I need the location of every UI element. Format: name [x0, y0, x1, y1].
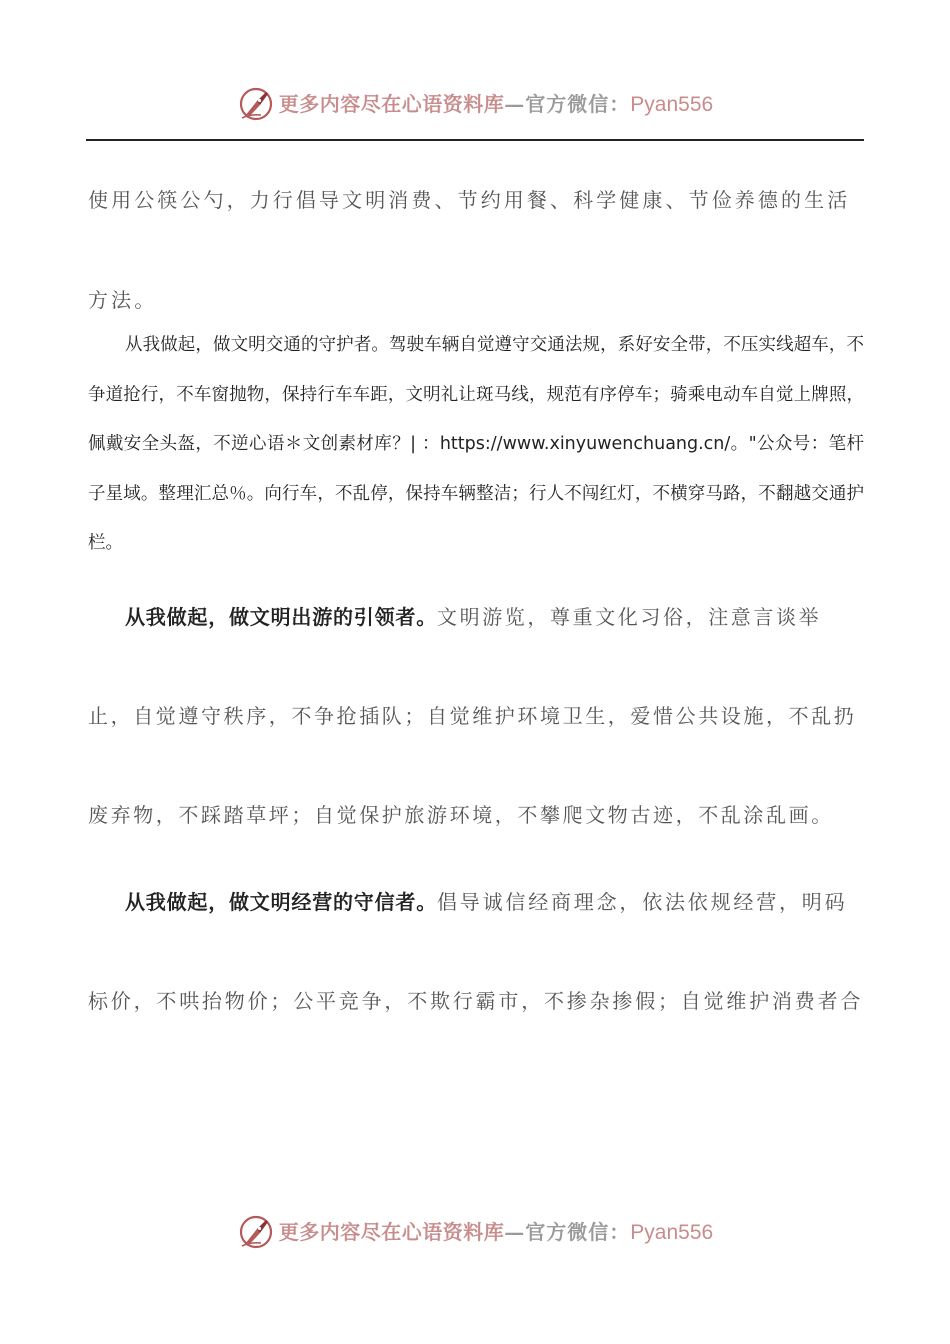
pen-nib-seal-icon — [237, 85, 275, 123]
header-banner-cn: 更多内容尽在心语资料库 — [278, 91, 505, 116]
page-header-banner — [0, 82, 950, 126]
page-footer-banner — [0, 1210, 950, 1254]
header-banner-wechat-id: Pyan556 — [630, 92, 714, 116]
header-banner-wechat-label: —官方微信： — [504, 91, 631, 116]
footer-banner-wechat-id: Pyan556 — [630, 1220, 714, 1244]
paragraph-traffic: 从我做起，做文明交通的守护者。驾驶车辆自觉遵守交通法规，系好安全带，不压实线超车，不争道抢行，不车窗抛物，保持行车车距，文明礼让斑马线，规范有序停车；骑乘电动车自觉上牌照，佩戴安全头盔，不逆心语＊文创素材库？| ：https://www.xinyuwenchuang.cn/。"公众号：笔杆子星域。整理汇总％。向行车，不乱停，保持车辆整洁；行人不闯红灯，不横穿马路，不翻越交通护栏。 — [88, 335, 864, 553]
footer-banner-wechat-label: —官方微信： — [504, 1219, 631, 1244]
footer-banner-text — [278, 1219, 714, 1244]
pen-nib-seal-icon — [237, 1213, 275, 1251]
paragraph-business-lead: 从我做起，做文明经营的守信者。 — [125, 890, 437, 914]
paragraph-business-body: 倡导诚信经商理念，依法依规经营，明码标价，不哄抬物价；公平竞争，不欺行霸市，不掺杂掺假；自觉维护消费者合 — [88, 890, 864, 1013]
paragraph-dining: 使用公筷公勺，力行倡导文明消费、节约用餐、科学健康、节俭养德的生活方法。 — [88, 188, 851, 312]
paragraph-business — [88, 853, 864, 1051]
header-banner-text — [278, 91, 714, 116]
footer-banner-cn: 更多内容尽在心语资料库 — [278, 1219, 505, 1244]
paragraph-travel — [88, 568, 864, 865]
paragraph-travel-lead: 从我做起，做文明出游的引领者。 — [125, 605, 437, 629]
header-divider — [86, 139, 864, 141]
paragraph-travel-body: 文明游览，尊重文化习俗，注意言谈举止，自觉遵守秩序，不争抢插队；自觉维护环境卫生，爱惜公共设施，不乱扔废弃物，不踩踏草坪；自觉保护旅游环境，不攀爬文物古迹，不乱涂乱画。 — [88, 605, 857, 827]
